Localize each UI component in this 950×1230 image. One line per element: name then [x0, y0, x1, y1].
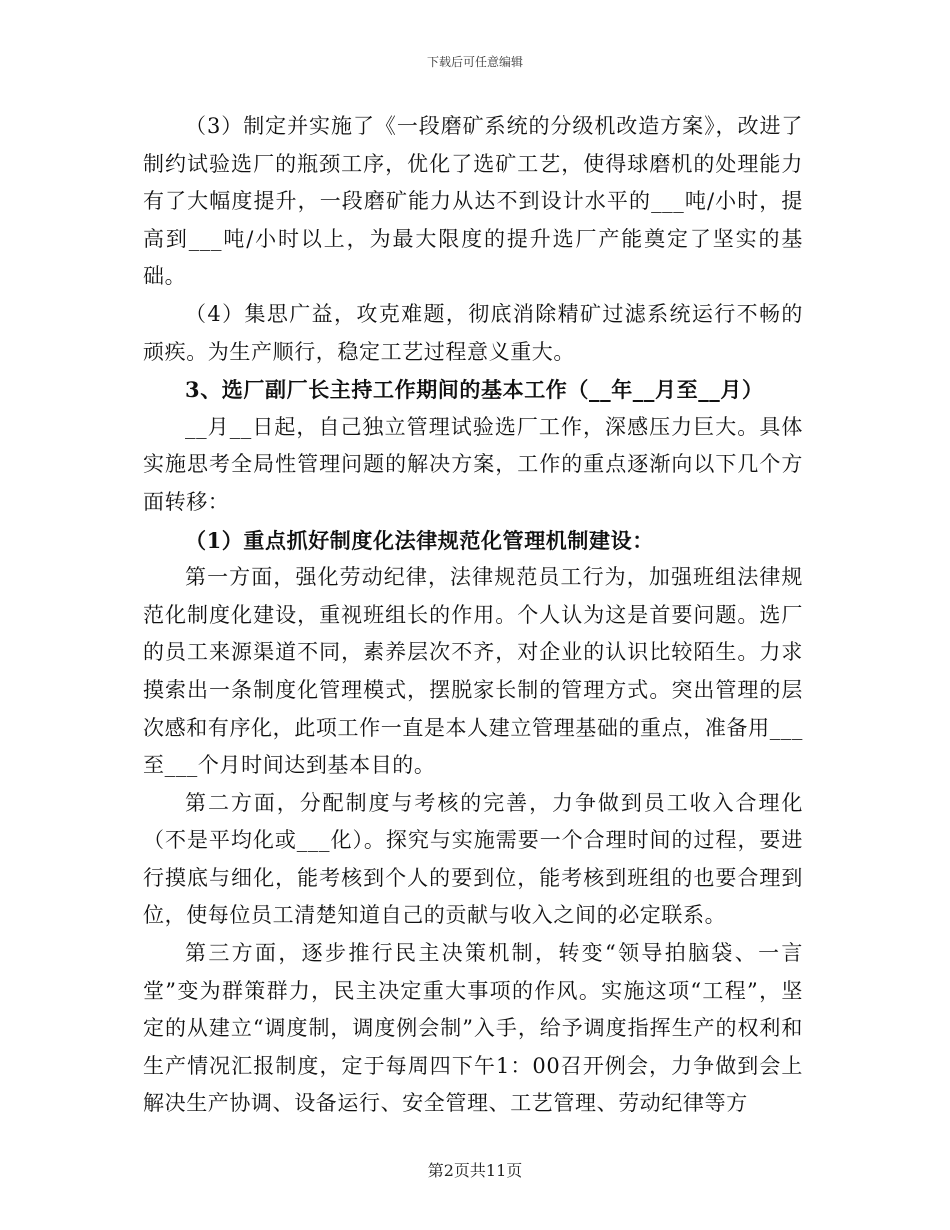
- section-heading: 3、选厂副厂长主持工作期间的基本工作（__年__月至__月）: [185, 377, 764, 403]
- document-body: [143, 108, 803, 1123]
- paragraph: __月__日起，自己独立管理试验选厂工作，深感压力巨大。具体实施思考全局性管理问题的解决方案，工作的重点逐渐向以下几个方面转移：: [143, 414, 803, 514]
- page-header-note: 下载后可任意编辑: [426, 55, 523, 69]
- paragraph: 第三方面，逐步推行民主决策机制，转变“领导拍脑袋、一言堂”变为群策群力，民主决定重大事项的作风。实施这项“工程”，坚定的从建立“调度制，调度例会制”入手，给予调度指挥生产的权利和生产情况汇报制度，定于每周四下午1：00召开例会，力争做到会上解决生产协调、设备运行、安全管理、工艺管理、劳动纪律等方: [143, 941, 803, 1116]
- paragraph: （4）集思广益，攻克难题，彻底消除精矿过滤系统运行不畅的顽疾。为生产顺行，稳定工艺过程意义重大。: [143, 301, 803, 364]
- paragraph: 第一方面，强化劳动纪律，法律规范员工行为，加强班组法律规范化制度化建设，重视班组长的作用。个人认为这是首要问题。选厂的员工来源渠道不同，素养层次不齐，对企业的认识比较陌生。力求摸索出一条制度化管理模式，摆脱家长制的管理方式。突出管理的层次感和有序化，此项工作一直是本人建立管理基础的重点，准备用___至___个月时间达到基本目的。: [143, 565, 803, 778]
- page-number-footer: 第2页共11页: [427, 1161, 523, 1180]
- paragraph: 第二方面，分配制度与考核的完善，力争做到员工收入合理化（不是平均化或___化）。探究与实施需要一个合理时间的过程，要进行摸底与细化，能考核到个人的要到位，能考核到班组的也要合理到位，使每位员工清楚知道自己的贡献与收入之间的必定联系。: [143, 790, 803, 928]
- paragraph: （3）制定并实施了《一段磨矿系统的分级机改造方案》，改进了制约试验选厂的瓶颈工序，优化了选矿工艺，使得球磨机的处理能力有了大幅度提升，一段磨矿能力从达不到设计水平的___吨/小时，提高到___吨/小时以上，为最大限度的提升选厂产能奠定了坚实的基础。: [143, 114, 803, 289]
- subsection-heading: （1）重点抓好制度化法律规范化管理机制建设：: [185, 527, 654, 553]
